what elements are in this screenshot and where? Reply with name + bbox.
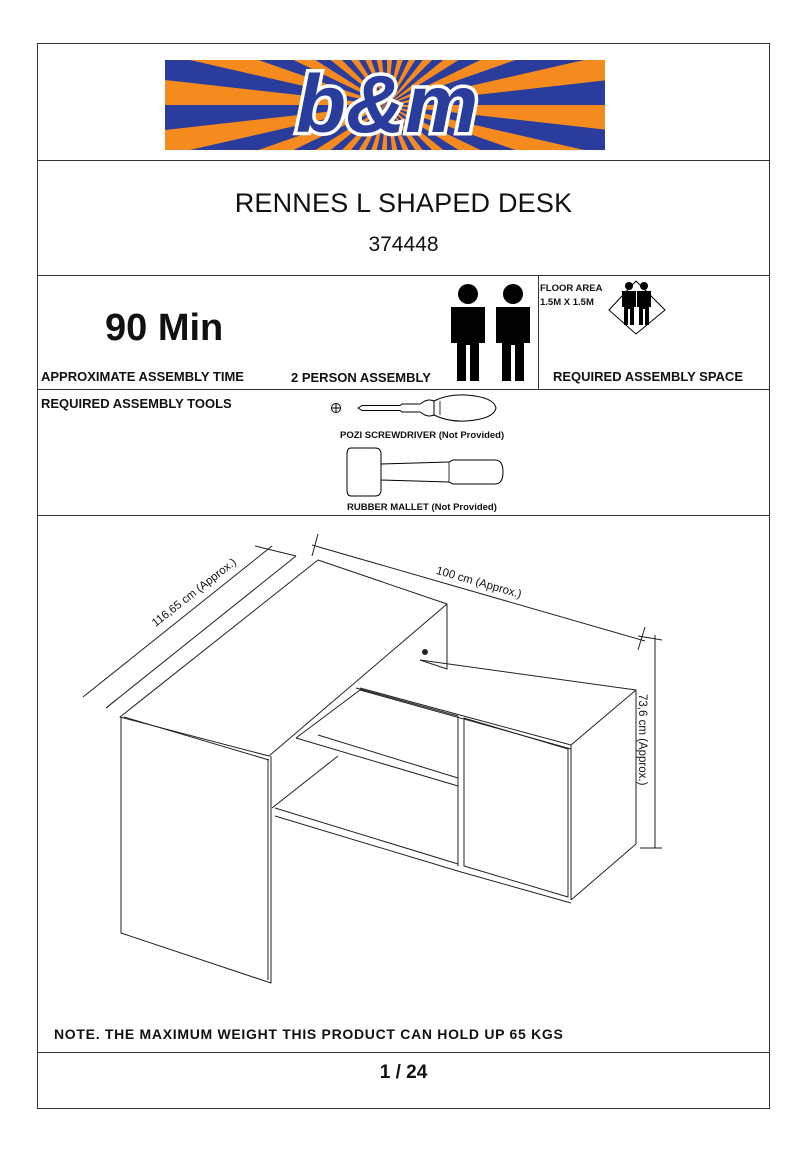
tools-heading: REQUIRED ASSEMBLY TOOLS [41,396,232,411]
divider [538,275,539,389]
divider [37,515,770,516]
floor-area-size: 1.5M X 1.5M [540,297,594,308]
assembly-time: 90 Min [105,307,224,349]
depth-dimension: 116,65 cm (Approx.) [150,556,239,630]
two-persons-icon [446,283,538,383]
page-number: 1 / 24 [379,1062,428,1083]
product-title: RENNES L SHAPED DESK [234,188,573,218]
screwdriver-icon [328,390,503,426]
floor-area-title: FLOOR AREA [540,283,603,294]
height-dimension: 73,6 cm (Approx.) [636,694,648,786]
logo-text: b&m [295,59,479,150]
divider [37,1052,770,1053]
product-code: 374448 [368,233,439,256]
screwdriver-label: POZI SCREWDRIVER (Not Provided) [340,430,505,441]
weight-note: NOTE. THE MAXIMUM WEIGHT THIS PRODUCT CAN HOLD UP 65 KGS [54,1026,564,1042]
divider [37,160,770,161]
floor-area-icon [607,279,667,335]
divider [37,275,770,276]
mallet-label: RUBBER MALLET (Not Provided) [347,502,497,513]
mallet-icon [345,444,505,500]
assembly-time-label: APPROXIMATE ASSEMBLY TIME [41,369,244,384]
bm-logo [165,60,605,150]
assembly-space-label: REQUIRED ASSEMBLY SPACE [553,369,743,384]
person-assembly-label: 2 PERSON ASSEMBLY [291,370,431,385]
width-dimension: 100 cm (Approx.) [434,565,523,601]
